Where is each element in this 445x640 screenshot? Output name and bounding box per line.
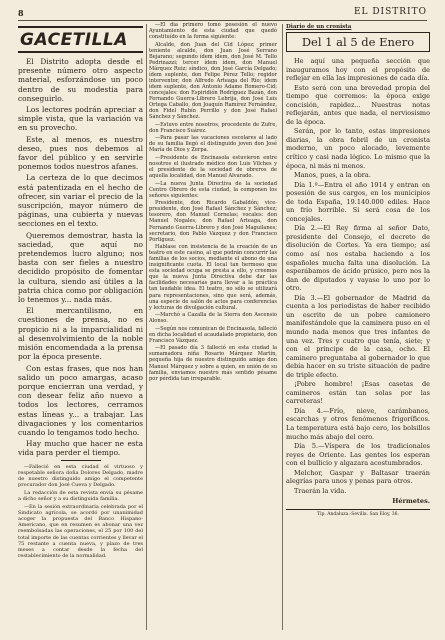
diary-paragraph: Esto será con una brevedad propia del tiempo que corremos: la época exige concisión, rapidez... Nuestras notas reflejarán, antes que nada, el nerviosismo de la época. — [286, 83, 430, 126]
printer-imprint: Tip. Andaluza.-Sevilla. San Eloy, 36. — [286, 509, 430, 517]
news-paragraph: —Según nos comunican de Encinasola, falleció en dicha localidad el acaudalado propietario, don Francisco Vázquez. — [149, 325, 277, 344]
diary-paragraph: He aquí una pequeña sección que inauguramos hoy con el propósito de reflejar en ella las impresiones de cada día. — [286, 57, 430, 83]
news-note: —En la sesión extraordinaria celebrada por el Sindicato agrícola, se acordó por unanimidad acoger la propuesta del Banco Hispano-Americano, que en resumen es abonar una vez reembolsadas las operaciones, el 25 por 100 del total importe de las cuentas corrientes y llevar el 75 restante a cuenta nueva, y plazo de tres meses a contar desde la fecha del restablecimiento de la normalidad. — [18, 504, 143, 559]
diary-paragraph: Serán, por lo tanto, estas impresiones diarias, la obra febril de un cronista moderno, un poco alocado, levemente crítico y casi nada lógico. Lo mismo que la época, ni más ni menos. — [286, 127, 430, 170]
column-news — [149, 22, 277, 634]
news-paragraph: —Marchó a Cazalla de la Sierra don Ascensio Alonso. — [149, 312, 277, 325]
page-number: 8 — [18, 8, 24, 18]
diary-paragraph: Día 4.—Frío, nieve, carámbanos, escarchas y otros fenómenos frigoríficos. La temperatura está bajo cero, los bolsillos mucho más abajo del cero. — [286, 406, 430, 441]
diary-paragraph: Día 2.—El Rey firma al señor Dato, presidente del Consejo, el decreto de disolución de Cortes. Ya era tiempo; así como así nos estaba haciendo a los españoles mucha falta una disolución. La esperábamos de ácido prúsico, pero nos la dan de diputados y vayase lo uno por lo otro. — [286, 224, 430, 293]
diary-paragraph: Traerán la vida. — [294, 486, 347, 495]
gacetilla-paragraph: Los lectores podrán apreciar a simple vista, que la variación va en su provecho. — [18, 105, 143, 133]
gacetilla-paragraph: Hay mucho que hacer ne esta vida para perder el tiempo. — [18, 439, 143, 458]
news-paragraph: Presidente, don Ricardo Gabaldón; vice-presidente, don José Rafael Sánchez y Sánchez; tesorero, don Manuel Cornelas; vocales: don Manuel Nogales, don Rafael Arteaga, don Fernando Guerra-Librero y don José Maguilanes; secretario, don Pablo Vázquez y don Francisco Portiguez. — [149, 200, 277, 243]
section-kicker: Diario de un cronista — [286, 24, 352, 30]
news-note: La redacción de esta revista envía su pésame a dicho señor y a su distinguida familia. — [18, 489, 143, 502]
diary-paragraph: Manos, pues, a la obra. — [294, 171, 371, 180]
news-paragraph: —Presidente de Encinasola estuvieron entre nosotros el ilustrado médico don Luis Vilches y el presidente de la sociedad de obreros de aquella localidad, don Manuel Alvarado. — [149, 154, 277, 180]
diary-paragraph: ¡Pobre hombre! ¡Esas casetas de camineros están tan solas por las carreteras! — [286, 380, 430, 406]
diary-paragraph: Día 1.º—Entra el año 1914 y entran en posesión de sus cargos, en los municipios de toda España, 19.140.000 ediles. Hace un frío horrible. Si será cosa de los concejales. — [286, 180, 430, 223]
gacetilla-paragraph: La certeza de lo que decimos está patentizada en el hecho de ofrecer, sin variar el precio de la suscripción, mayor número de páginas, una cubierta y nuevas secciones en el texto. — [18, 173, 143, 229]
diary-paragraph: Día 5.—Víspera de los tradicionales reyes de Oriente. Las gentes los esperan con el bullicio y algazara acostumbrados. — [286, 442, 430, 468]
column-rule — [146, 24, 147, 630]
diary-paragraph: Día 3.—El gobernador de Madrid da cuenta a los periodistas de haber recibido un escrito de un pobre camionero manifestándole que la caminera puso en el mundo nada menos que tres infantes de una vez. Tres y cuatro que tenía, siete; y con el principe de la casa, ocho. El caminero preguntaba al gobernador lo que debía hacer en su triste situación de padre de triple efecto. — [286, 293, 430, 379]
newspaper-name: EL DISTRITO — [353, 7, 427, 17]
news-paragraph: —El día primero tomó posesión el nuevo Ayuntamiento de esta ciudad que quedó constituído en la forma siguiente: — [149, 22, 277, 41]
column-diary — [286, 22, 430, 634]
diary-title: Del 1 al 5 de Enero — [286, 32, 430, 52]
separator-rule — [61, 460, 101, 461]
gacetilla-title: GACETILLA — [18, 26, 143, 53]
column-rule — [282, 24, 283, 630]
gacetilla-paragraph: Con estas frases, que nos han salido un poco amargas, acaso porque encierran una verdad, y con desear feliz año nuevo a todos los lectores, cerramos estas líneas y... a trabajar. Las divagaciones y los comentarios cuando lo tengamos todo hecho. — [18, 363, 143, 437]
gacetilla-paragraph: Queremos demostrar, hasta la saciedad, que aquí no pretendemos lucro alguno; nos basta con ser fieles a nuestro decidido propósito de fomentar la cultura, siendo así útiles a la patria chica como por obligación lo tenemos y... nada más. — [18, 230, 143, 305]
diary-paragraph: Melchor, Gaspar y Baltasar traerán alegrías para unos y penas para otros. — [286, 468, 430, 486]
gacetilla-paragraph: El mercantilismo, en cuestiones de prensa, no es propicio ni a la imparcialidad ni al desenvolvimiento de la noble misión encomendada a la prensa por la época presente. — [18, 306, 143, 362]
gacetilla-paragraph: Este, al menos, es nuestro deseo, pues nos debemos al favor del público y en servirle ponemos todos nuestros afanes. — [18, 134, 143, 172]
news-paragraph: —La nueva Junta Directiva de la sociedad Centro Obrero de esta ciudad, la componen los señores siguientes: — [149, 180, 277, 199]
news-paragraph: Alcalde, don Juan del Cid López; primer teniente alcalde, don Juan José Serrano Bejarano; segundo ídem ídem, don José M. Tello Pedrinazzi; tercer ídem ídem, don Manuel Márquez Ruiz; síndico, don José García Delgado; ídem suplente, don Felipe Pérez Tello; regidor interventor, don Alfredo Arteaga del Río; ídem ídem suplente, don Antonio Adame Romero-Cid; concejales: don Espiridión Rodríguez Bazán, don Fernando Guerra-Librero Lebrija, don José Luis Ortega Caballo, don Joaquín Ramírez Fernández, don Fidel Rubín Perrillo y don José Rafael Sánchez y Sánchez. — [149, 41, 277, 121]
running-head — [18, 6, 427, 21]
news-note: —Falleció en esta ciudad el virtuoso y respetable señora doña Dolores Delgado, madre de nuestro distinguido amigo el competente procurador don José Cueva y Delgado. — [18, 463, 143, 488]
column-gacetilla — [18, 22, 143, 634]
news-paragraph: Hablase con insistencia de la creación de un teatro en este casino, al que podrán concurrir las familias de los socios, mediante el abono de una insignificante cuota. El local tan hermoso que esta sociedad ocupa se presta a ello, y creemos que la nueva Junta Directiva debe dar las facilidades necesarias para llevar a la práctica tan laudable idea. El teatro, no sólo se utilizará para representaciones, sino que será, además, una especie de salón de actos para conferencias y lecturas de divulgación cultural. — [149, 244, 277, 311]
news-paragraph: —El pasado día 3 falleció en esta ciudad la sumamadora niña Rosario Márquez Martín, pequeña hija de nuestro distinguido amigo don Manuel Márquez y sobre a quien, en unión de su familia, enviamos nuestro más sentido pésame por pérdida tan irreparable. — [149, 345, 277, 382]
news-paragraph: —Para pasar las vacaciones escolares al lado de su familia llegó el distinguido joven don José María de Dios y Zerpa. — [149, 135, 277, 154]
author-signature: Hérmetes. — [392, 497, 430, 506]
gacetilla-paragraph: El Distrito adopta desde el presente número otro aspecto material, esforzándose un poco dentro de su modestia para conseguirlo. — [18, 57, 143, 103]
news-paragraph: —Estuvo entre nosotros, procedente de Zufre, don Francisco Suárez. — [149, 121, 277, 134]
